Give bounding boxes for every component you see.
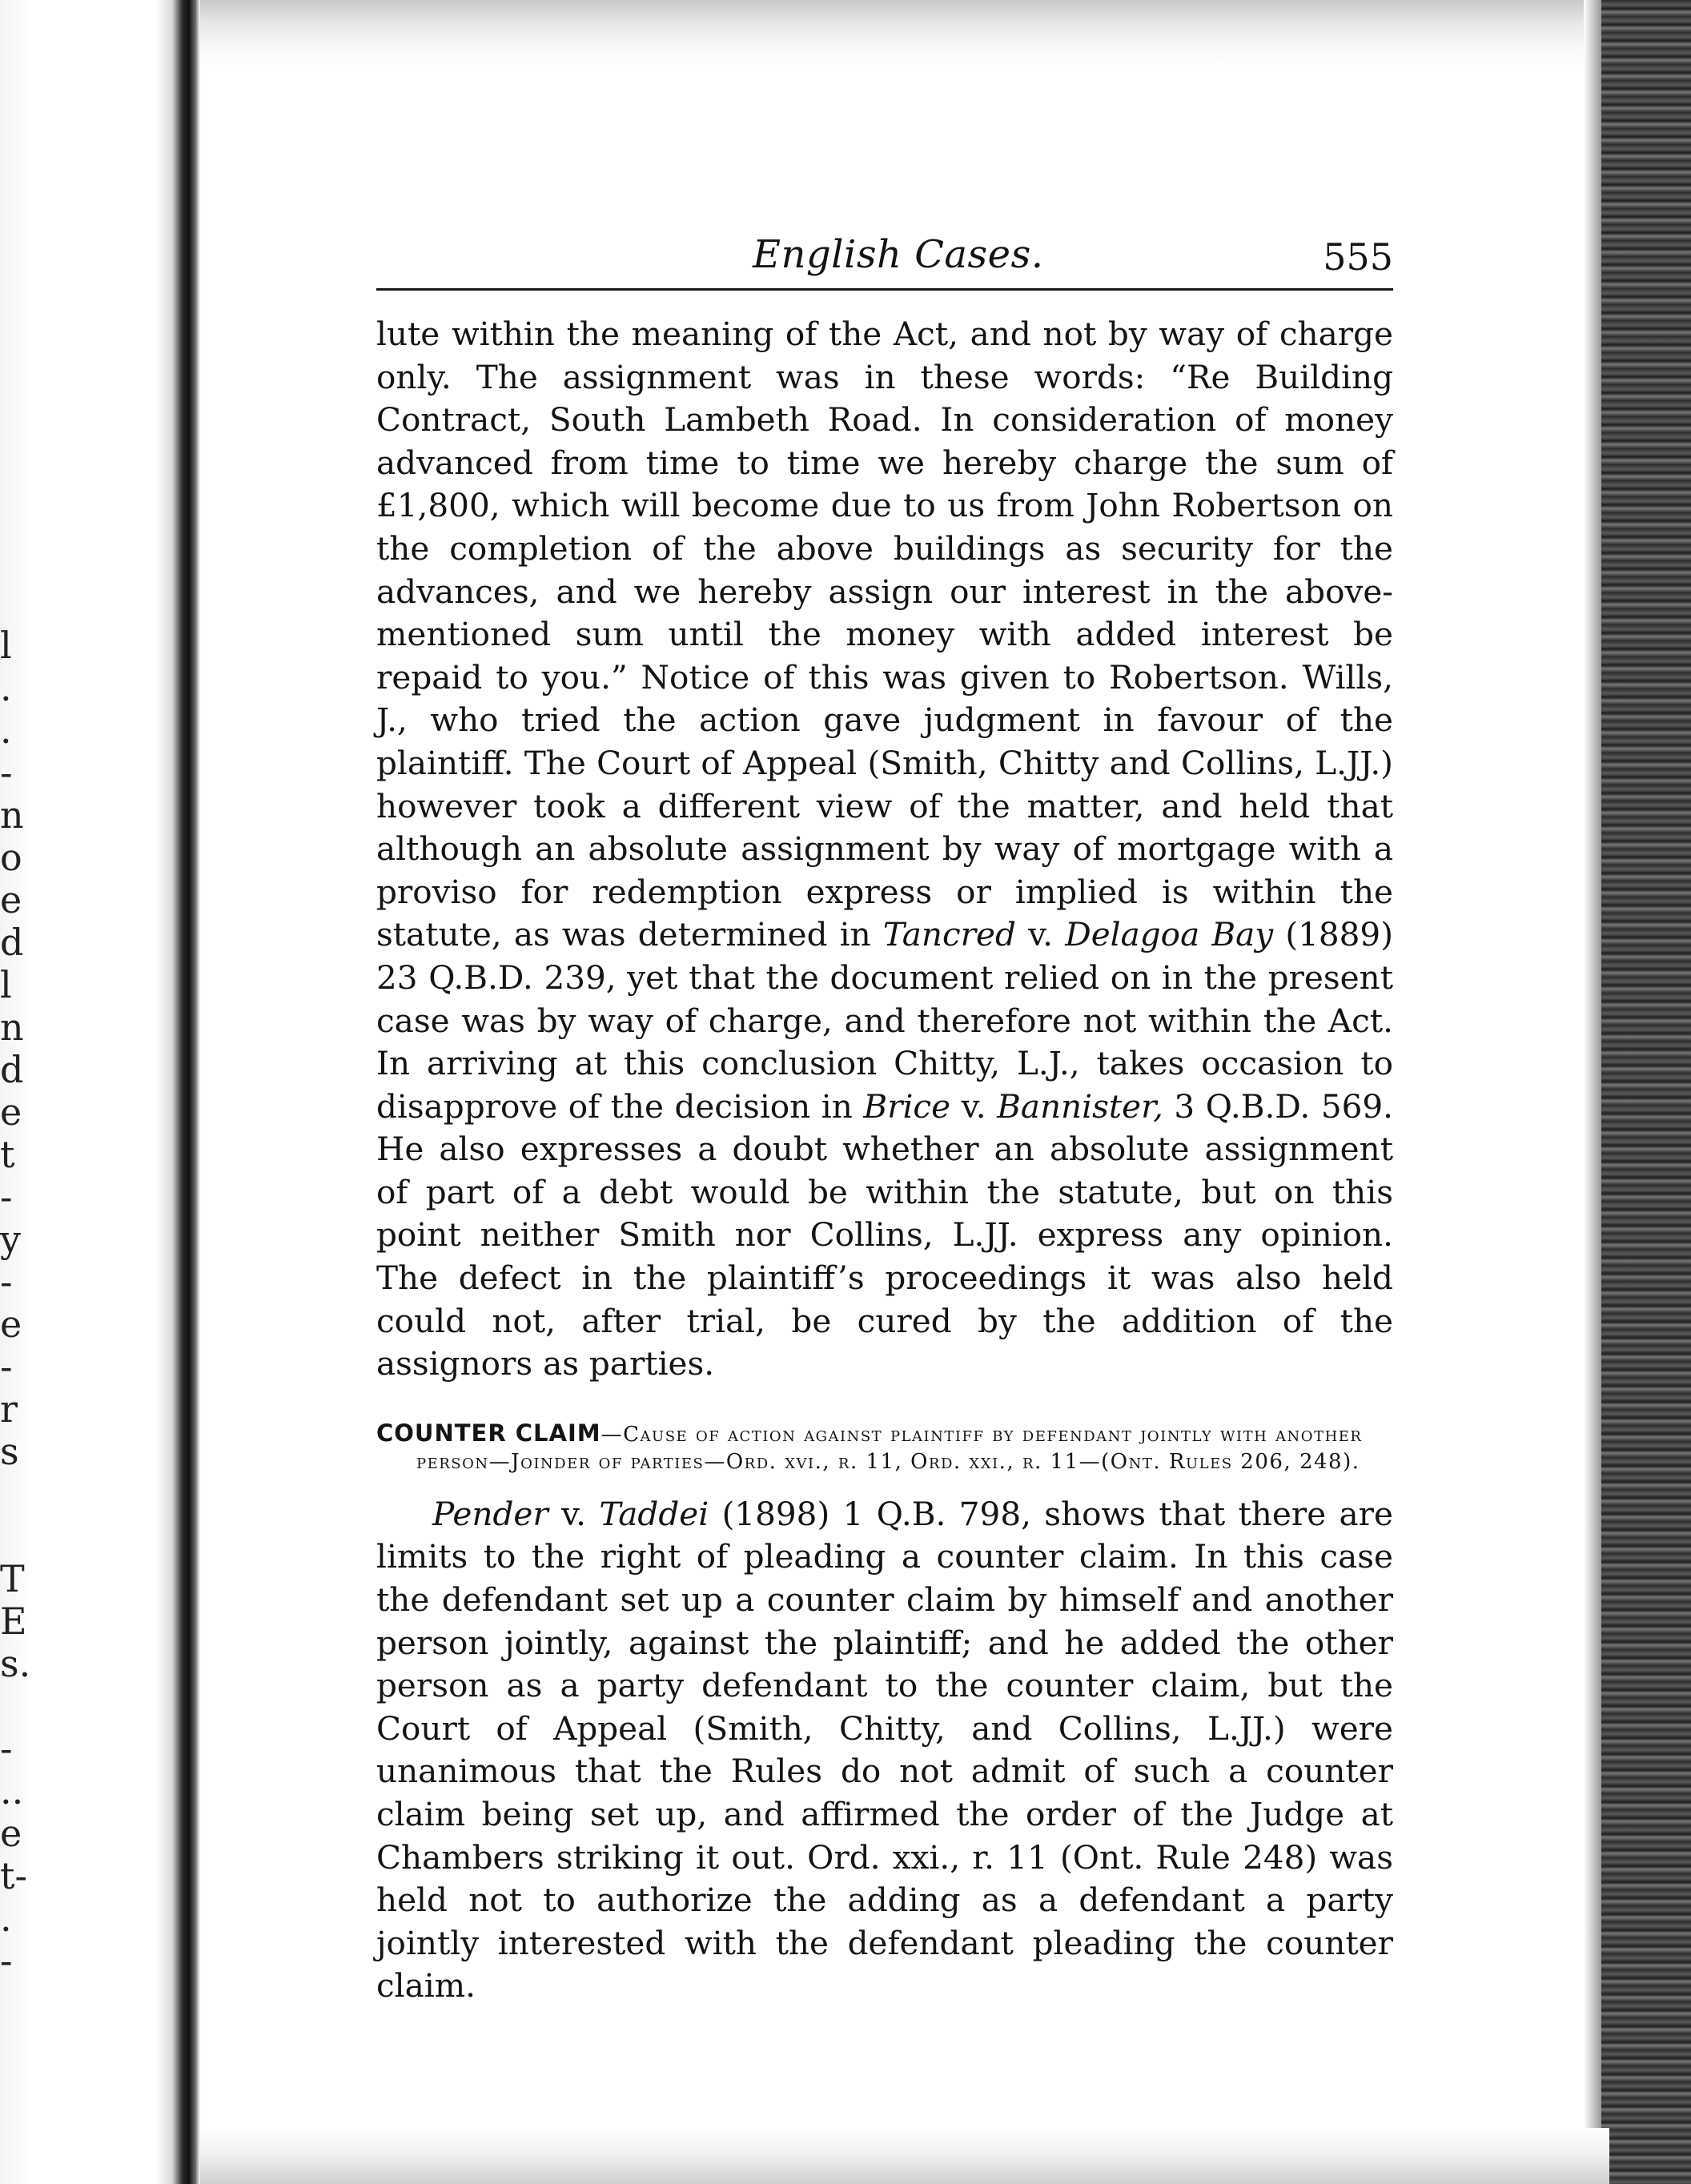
margin-fragment: . [0,1897,12,1940]
margin-fragment: - [0,1175,13,1218]
margin-fragment: l [0,624,12,667]
margin-fragment: d [0,1048,24,1091]
scan-top-edge [200,0,1625,72]
margin-fragment: - [0,1939,13,1982]
section-heading [376,1419,1393,1475]
heading-title: COUNTER CLAIM [376,1419,601,1447]
page-number: 555 [1323,235,1393,279]
margin-fragment: . [0,709,12,752]
case-name: Delagoa Bay [1065,915,1274,954]
margin-fragment: r [0,1387,18,1431]
margin-fragment: d [0,921,24,964]
heading-subtitle: —Cause of action against plaintiff by defendant jointly with another person—Joinder of parties—Ord. xvi., r. 11, Ord. xxi., r. 11—(Ont. Rules 206, 248). [416,1422,1363,1474]
margin-fragment: e [0,1090,22,1134]
case-name: Taddei [599,1494,709,1533]
margin-fragment [0,1685,24,1728]
scan-left-gutter [0,0,200,2184]
text-run: v. [548,1494,600,1533]
margin-fragment: y [0,1218,21,1261]
margin-fragment: e [0,1303,22,1346]
text-run: lute within the meaning of the Act, and not by way of charge only. The assignment was in these words: “Re Building Contract, South Lambeth Road. In consideration of money advanced from time to time we hereby charge the sum of £1,800, which will become due to us from John Robertson on the completion of the above buildings as security for the advances, and we hereby assign our interest in the above-mentioned sum until the money with added interest be repaid to you.” Notice of this was given to Robertson. Wills, J., who tried the action gave judgment in favour of the plaintiff. The Court of Appeal (Smith, Chitty and Collins, L.JJ.) however took a different view of the matter, and held that although an absolute assignment by way of mortgage with a proviso for redemption express or implied is within the statute, as was determined in [376,315,1393,954]
case-name: Brice [863,1086,951,1126]
margin-fragment: - [0,1727,13,1770]
margin-fragment: - [0,1260,13,1303]
text-run: v. [1015,915,1066,954]
margin-fragment: e [0,1812,22,1855]
text-run: (1889) 23 Q.B.D. 239, yet that the document relied on in the present case was by way of charge, and therefore not within the Act. In arriving at this conclusion Chitty, L.J., takes occasion to disapprove of the decision in [376,915,1394,1126]
text-run: 3 Q.B.D. 569. He also expresses a doubt whether an absolute assignment of part of a debt would be within the statute, but on this point neither Smith nor Collins, L.JJ. express any opinion. The defect in the plaintiff’s proceedings it was also held could not, after trial, be cured by the addition of the assignors as parties. [376,1086,1394,1383]
margin-fragment: n [0,1006,24,1049]
margin-fragment: - [0,1345,13,1388]
facing-page-fragments [0,624,31,1982]
margin-fragment: n [0,793,24,837]
margin-fragment: l [0,963,12,1006]
margin-fragment: s [0,1430,19,1473]
margin-fragment: s. [0,1642,31,1685]
running-head [376,232,1393,291]
paragraph-1 [376,313,1393,1386]
margin-fragment: t- [0,1854,28,1897]
paragraph-2 [376,1493,1393,2008]
margin-fragment [0,1473,24,1516]
case-name: Bannister, [997,1086,1163,1126]
scan-right-book-edge [1601,0,1691,2184]
scan-bottom-edge [200,2128,1609,2184]
text-run: v. [950,1086,998,1126]
margin-fragment: T [0,1557,25,1600]
margin-fragment: - [0,751,13,794]
margin-fragment: e [0,878,22,921]
case-name: Tancred [882,915,1016,954]
case-name: Pender [432,1494,548,1533]
margin-fragment [0,1516,24,1558]
margin-fragment: t [0,1133,15,1176]
margin-fragment: . [0,666,12,709]
book-page [376,232,1393,2008]
margin-fragment: E [0,1600,27,1643]
margin-fragment: o [0,836,22,879]
text-run: (1898) 1 Q.B. 798, shows that there are limits to the right of pleading a counter claim. In this case the defendant set up a counter claim by himself and another person jointly, against the plaintiff; and he added the other person as a party defendant to the counter claim, but the Court of Appeal (Smith, Chitty, and Collins, L.JJ.) were unanimous that the Rules do not admit of such a counter claim being set up, and affirmed the order of the Judge at Chambers striking it out. Ord. xxi., r. 11 (Ont. Rule 248) was held not to authorize the adding as a defendant a party jointly interested with the defendant pleading the counter claim. [376,1494,1393,2005]
margin-fragment: .. [0,1769,24,1813]
running-title: English Cases. [753,232,1044,277]
